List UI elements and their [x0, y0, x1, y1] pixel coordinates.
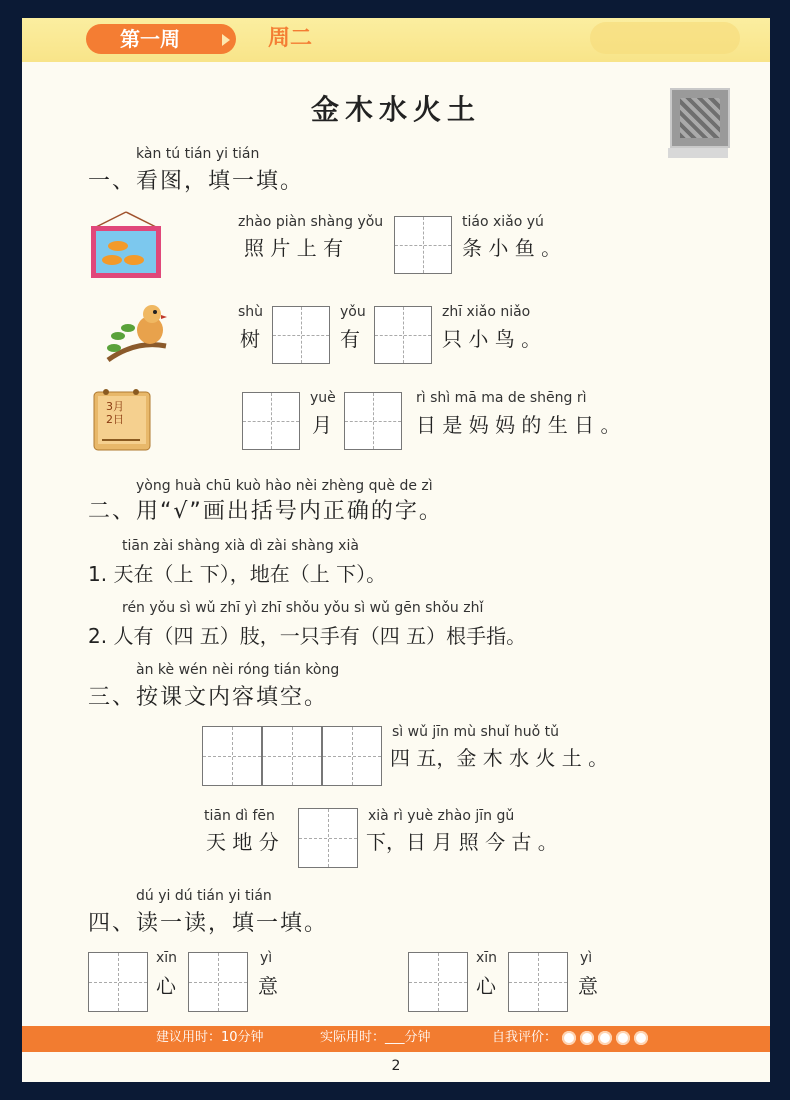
page-title: 金木水火土: [310, 93, 481, 126]
faded-tab: [590, 22, 740, 54]
worksheet-page: [22, 18, 770, 1082]
s4-p2-pinyin-xin: xīn: [476, 950, 498, 966]
rating-flower-icon[interactable]: [634, 1031, 648, 1045]
section2-pinyin: yòng huà chū kuò hào nèi zhèng què de zì: [136, 478, 433, 494]
s1r3-pinyin-a: yuè: [310, 390, 336, 406]
s1r3-text-b: 日 是 妈 妈 的 生 日 。: [416, 413, 621, 437]
s2-item2-pinyin: rén yǒu sì wǔ zhī yì zhī shǒu yǒu sì wǔ gēn shǒu zhǐ: [122, 600, 484, 616]
writing-box[interactable]: [202, 726, 262, 786]
self-evaluation-rating[interactable]: [562, 1030, 652, 1049]
writing-box[interactable]: [344, 392, 402, 450]
s4-p2-text-yi: 意: [578, 974, 598, 998]
qr-code-icon[interactable]: [670, 88, 730, 148]
s3-line2-text-a: 天 地 分: [206, 830, 279, 854]
section4-heading: 四、读一读，填一填。: [88, 911, 329, 936]
section1-pinyin: kàn tú tián yi tián: [136, 146, 260, 162]
week-label: 第一周: [120, 27, 180, 51]
s1r1-text-a: 照 片 上 有: [244, 236, 344, 260]
s1r3-text-a: 月: [312, 413, 332, 437]
section2-heading: 二、用“√”画出括号内正确的字。: [88, 499, 443, 524]
s4-p2-text-xin: 心: [476, 974, 496, 998]
calendar-month: 3月: [106, 400, 124, 413]
self-evaluation-label: 自我评价：: [492, 1030, 558, 1045]
s3-line2-text-b: 下，日 月 照 今 古 。: [366, 830, 558, 854]
week-badge: [86, 24, 236, 54]
s4-p1-pinyin-yi: yì: [260, 950, 273, 966]
s3-line2-pinyin-b: xià rì yuè zhào jīn gǔ: [368, 808, 515, 824]
writing-box[interactable]: [88, 952, 148, 1012]
calendar-day: 2日: [106, 413, 124, 426]
s4-p1-pinyin-xin: xīn: [156, 950, 178, 966]
writing-box[interactable]: [188, 952, 248, 1012]
s1r1-pinyin-b: tiáo xiǎo yú: [462, 214, 544, 230]
rating-flower-icon[interactable]: [598, 1031, 612, 1045]
s1r2-pinyin-b: yǒu: [340, 304, 366, 320]
s1r2-text-a: 树: [240, 327, 260, 351]
s2-item2-text[interactable]: 2. 人有（四 五）肢，一只手有（四 五）根手指。: [88, 624, 527, 648]
s1r2-text-c: 只 小 鸟 。: [442, 327, 542, 351]
writing-box[interactable]: [242, 392, 300, 450]
rating-flower-icon[interactable]: [616, 1031, 630, 1045]
calendar-icon: [92, 386, 154, 452]
bird-on-branch-icon: [106, 300, 172, 364]
s4-p2-pinyin-yi: yì: [580, 950, 593, 966]
writing-box[interactable]: [322, 726, 382, 786]
s1r2-pinyin-c: zhī xiǎo niǎo: [442, 304, 531, 320]
writing-box[interactable]: [394, 216, 452, 274]
writing-box[interactable]: [298, 808, 358, 868]
qr-caption: [668, 148, 728, 158]
day-label: 周二: [268, 26, 313, 51]
writing-box[interactable]: [408, 952, 468, 1012]
section3-heading: 三、按课文内容填空。: [88, 685, 329, 710]
suggested-time: 建议用时：10分钟: [156, 1030, 264, 1045]
s1r2-pinyin-a: shù: [238, 304, 264, 320]
writing-box[interactable]: [508, 952, 568, 1012]
s3-line1-text: 四 五，金 木 水 火 土 。: [390, 746, 609, 770]
page-number: 2: [391, 1058, 401, 1074]
s3-line1-pinyin: sì wǔ jīn mù shuǐ huǒ tǔ: [392, 724, 559, 740]
section1-heading: 一、看图，填一填。: [88, 169, 305, 194]
s2-item1-pinyin: tiān zài shàng xià dì zài shàng xià: [122, 538, 359, 554]
arrow-icon: [222, 34, 230, 46]
s1r1-pinyin-a: zhào piàn shàng yǒu: [238, 214, 384, 230]
s4-p1-text-yi: 意: [258, 974, 278, 998]
section3-pinyin: àn kè wén nèi róng tián kòng: [136, 662, 340, 678]
writing-box[interactable]: [262, 726, 322, 786]
writing-box[interactable]: [272, 306, 330, 364]
section4-pinyin: dú yi dú tián yi tián: [136, 888, 272, 904]
fish-photo-icon: [88, 210, 164, 280]
rating-flower-icon[interactable]: [580, 1031, 594, 1045]
s4-p1-text-xin: 心: [156, 974, 176, 998]
actual-time[interactable]: 实际用时：___分钟: [320, 1030, 431, 1045]
s2-item1-text[interactable]: 1. 天在（上 下），地在（上 下）。: [88, 562, 387, 586]
rating-flower-icon[interactable]: [562, 1031, 576, 1045]
s1r2-text-b: 有: [340, 327, 360, 351]
s1r1-text-b: 条 小 鱼 。: [462, 236, 562, 260]
s1r3-pinyin-b: rì shì mā ma de shēng rì: [416, 390, 587, 406]
writing-box[interactable]: [374, 306, 432, 364]
s3-line2-pinyin-a: tiān dì fēn: [204, 808, 275, 824]
